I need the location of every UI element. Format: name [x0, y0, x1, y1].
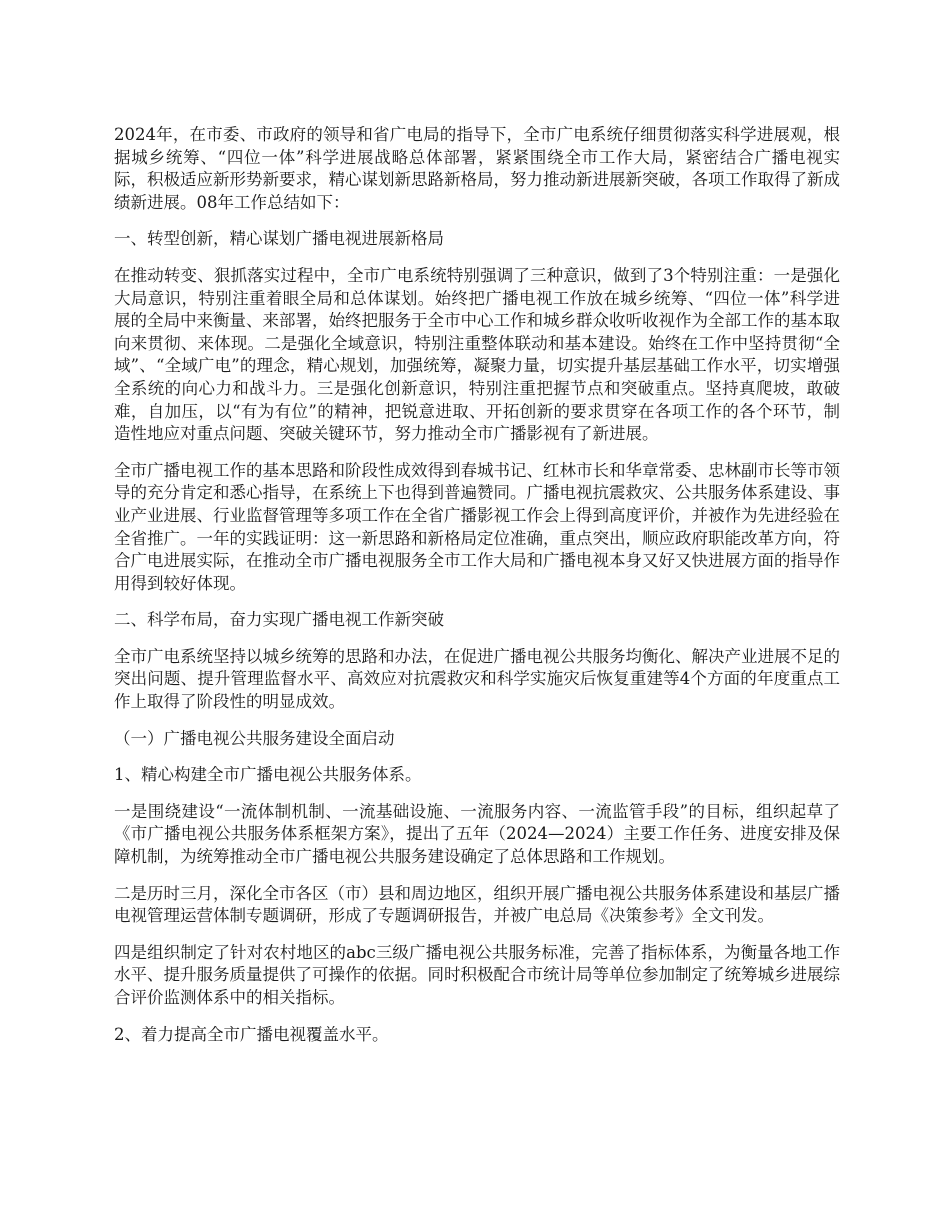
- intro-paragraph: 2024年，在市委、市政府的领导和省广电局的指导下，全市广电系统仔细贯彻落实科学进展观，根据城乡统筹、“四位一体”科学进展战略总体部署，紧紧围绕全市工作大局，紧密结合广播电视实际，积极适应新形势新要求，精心谋划新思路新格局，努力推动新进展新突破，各项工作取得了新成绩新进展。08年工作总结如下：: [114, 125, 840, 212]
- section-1-paragraph-1: 在推动转变、狠抓落实过程中，全市广电系统特别强调了三种意识，做到了3个特别注重：一是强化大局意识，特别注重着眼全局和总体谋划。始终把广播电视工作放在城乡统筹、“四位一体”科学进展的全局中来衡量、来部署，始终把服务于全市中心工作和城乡群众收听收视作为全部工作的基本取向来贯彻、来体现。二是强化全域意识，特别注重整体联动和基本建设。始终在工作中坚持贯彻“全域”、“全域广电”的理念，精心规划，加强统筹，凝聚力量，切实提升基层基础工作水平，切实增强全系统的向心力和战斗力。三是强化创新意识，特别注重把握节点和突破重点。坚持真爬坡，敢破难，自加压，以“有为有位”的精神，把锐意进取、开拓创新的要求贯穿在各项工作的各个环节，制造性地应对重点问题、突破关键环节，努力推动全市广播影视有了新进展。: [114, 265, 840, 444]
- item-1-paragraph-1: 一是围绕建设“一流体制机制、一流基础设施、一流服务内容、一流监管手段”的目标，组织起草了《市广播电视公共服务体系框架方案》，提出了五年（2024—2024）主要工作任务、进度安排及保障机制，为统筹推动全市广播电视公共服务建设确定了总体思路和工作规划。: [114, 801, 840, 867]
- item-heading-2: 2、着力提高全市广播电视覆盖水平。: [114, 1024, 389, 1044]
- item-1-paragraph-2: 二是历时三月，深化全市各区（市）县和周边地区，组织开展广播电视公共服务体系建设和基层广播电视管理运营体制专题调研，形成了专题调研报告，并被广电总局《决策参考》全文刊发。: [114, 883, 840, 926]
- item-1-paragraph-3: 四是组织制定了针对农村地区的abc三级广播电视公共服务标准，完善了指标体系，为衡量各地工作水平、提升服务质量提供了可操作的依据。同时积极配合市统计局等单位参加制定了统筹城乡进展综合评价监测体系中的相关指标。: [114, 942, 840, 1007]
- section-heading-2: 二、科学布局，奋力实现广播电视工作新突破: [114, 610, 444, 630]
- section-heading-1: 一、转型创新，精心谋划广播电视进展新格局: [114, 229, 444, 249]
- section-1-paragraph-2: 全市广播电视工作的基本思路和阶段性成效得到春城书记、红林市长和华章常委、忠林副市长等市领导的充分肯定和悉心指导，在系统上下也得到普遍赞同。广播电视抗震救灾、公共服务体系建设、事业产业进展、行业监督管理等多项工作在全省广播影视工作会上得到高度评价，并被作为先进经验在全省推广。一年的实践证明：这一新思路和新格局定位准确，重点突出，顺应政府职能改革方向，符合广电进展实际，在推动全市广播电视服务全市工作大局和广播电视本身又好又快进展方面的指导作用得到较好体现。: [114, 460, 840, 593]
- document-page: [114, 124, 840, 1060]
- section-2-paragraph-1: 全市广电系统坚持以城乡统筹的思路和办法，在促进广播电视公共服务均衡化、解决产业进展不足的突出问题、提升管理监督水平、高效应对抗震救灾和科学实施灾后恢复重建等4个方面的年度重点工作上取得了阶段性的明显成效。: [114, 646, 840, 712]
- item-heading-1: 1、精心构建全市广播电视公共服务体系。: [114, 765, 422, 785]
- subsection-heading-1: （一）广播电视公共服务建设全面启动: [114, 728, 395, 748]
